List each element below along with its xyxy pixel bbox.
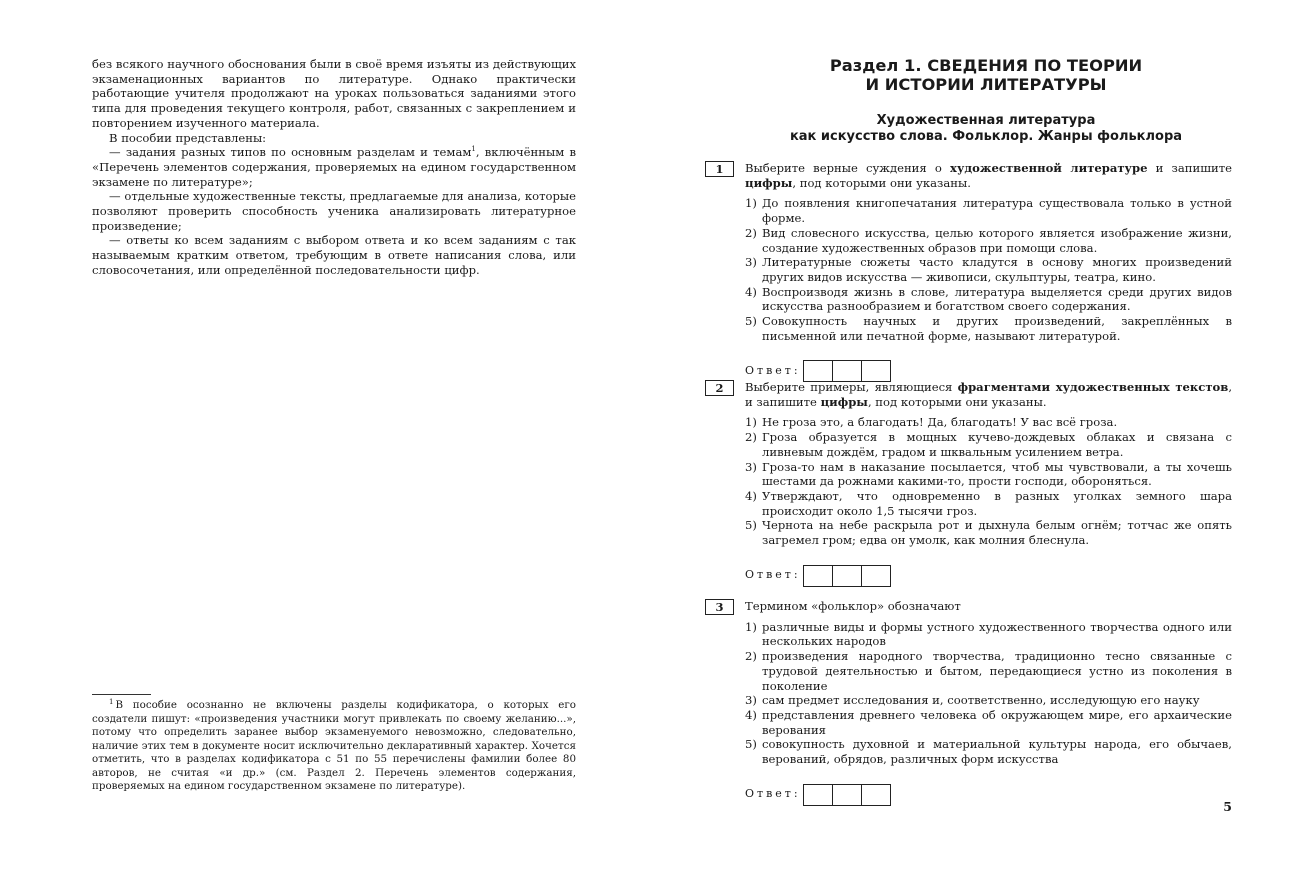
topic-title-line-1: Художественная литература xyxy=(876,113,1096,128)
footnote-paragraph xyxy=(92,699,576,794)
option-text: Вид словесного искусства, целью которого является изображение жизни, создание художественных образов при помощи слова. xyxy=(762,225,1232,255)
footnote xyxy=(92,699,576,794)
option-number: 3) xyxy=(745,693,757,708)
option-item xyxy=(745,460,1232,489)
option-item xyxy=(745,314,1232,343)
option-number: 3) xyxy=(745,459,757,474)
option-number: 1) xyxy=(745,196,757,211)
task-prompt xyxy=(745,161,1232,190)
footnote-mark: 1 xyxy=(109,698,114,706)
task-number: 2 xyxy=(705,380,734,396)
prompt-text: , и запишите xyxy=(745,380,1232,409)
option-item xyxy=(745,693,1232,708)
option-number: 2) xyxy=(745,430,757,445)
section-title-line-1: Раздел 1. СВЕДЕНИЯ ПО ТЕОРИИ xyxy=(829,56,1143,75)
option-item xyxy=(745,649,1232,693)
option-number: 4) xyxy=(745,707,757,722)
tasks-item-text: — задания разных типов по основным разделам и темам xyxy=(109,145,472,160)
options-list xyxy=(745,415,1232,547)
option-number: 5) xyxy=(745,518,757,533)
answer-cells xyxy=(803,784,891,806)
option-text: совокупность духовной и материальной культуры народа, его обычаев, верований, обрядов, различных форм искусства xyxy=(762,737,1232,767)
footnote-reference: 1 xyxy=(471,145,476,154)
page-number: 5 xyxy=(1223,799,1232,814)
option-item xyxy=(745,737,1232,766)
option-text: Гроза образуется в мощных кучево-дождевых облаках и связана с ливневым дождём, градом и шквальным усилением ветра. xyxy=(762,430,1232,459)
paragraph-tasks-item xyxy=(92,145,576,189)
answer-cells xyxy=(803,565,891,587)
prompt-emphasis: фрагментами художественных текстов xyxy=(957,380,1229,394)
task-prompt xyxy=(745,599,1232,614)
answer-cell[interactable] xyxy=(803,784,833,806)
task-3 xyxy=(705,599,1232,806)
option-number: 3) xyxy=(745,255,757,270)
tasks-item-text-cont: , включённым в «Перечень элементов содержания, проверяемых на едином государственном экзамене по литературе»; xyxy=(92,145,576,189)
option-text: До появления книгопечатания литература существовала только в устной форме. xyxy=(762,196,1232,226)
option-text: сам предмет исследования и, соответственно, исследующую его науку xyxy=(762,693,1200,708)
paragraph-texts-item: — отдельные художественные тексты, предлагаемые для анализа, которые позволяют проверить способность ученика анализировать литературное произведение; xyxy=(92,189,576,233)
prompt-text: Термином «фольклор» обозначают xyxy=(745,599,961,613)
answer-cell[interactable] xyxy=(832,565,862,587)
answer-cell[interactable] xyxy=(832,784,862,806)
option-text: Литературные сюжеты часто кладутся в основу многих произведений других видов искусства — живописи, скульптуры, театра, кино. xyxy=(762,255,1232,284)
option-item xyxy=(745,415,1232,430)
footnote-divider xyxy=(92,694,151,695)
option-item xyxy=(745,430,1232,459)
option-text: произведения народного творчества, традиционно тесно связанные с трудовой деятельностью и бытом, передающиеся устно из поколения в поколение xyxy=(762,649,1232,693)
answer-label: Ответ: xyxy=(745,364,801,378)
option-text: Воспроизводя жизнь в слове, литература выделяется среди других видов искусства разнообразием и богатством своего содержания. xyxy=(762,284,1232,314)
option-text: Утверждают, что одновременно в разных уголках земного шара происходит около 1,5 тысячи гроз. xyxy=(762,488,1232,518)
right-page xyxy=(650,0,1300,877)
options-list xyxy=(745,196,1232,343)
option-number: 5) xyxy=(745,314,757,329)
option-item xyxy=(745,196,1232,225)
task-1 xyxy=(705,161,1232,382)
task-number: 1 xyxy=(705,161,734,177)
paragraph-intro: без всякого научного обоснования были в своё время изъяты из действующих экзаменационных вариантов по литературе. Однако практически работающие учителя продолжают на уроках пользоваться заданиями этого типа для проведения текущего контроля, работ, связанных с закреплением и повторением изученного материала. xyxy=(92,57,576,130)
option-text: Совокупность научных и других произведений, закреплённых в письменной или печатной форме, называют литературой. xyxy=(762,314,1232,343)
option-number: 5) xyxy=(745,737,757,752)
topic-title-line-2: как искусство слова. Фольклор. Жанры фольклора xyxy=(789,128,1183,144)
options-list xyxy=(745,620,1232,767)
task-number: 3 xyxy=(705,599,734,615)
option-number: 4) xyxy=(745,488,757,503)
option-item xyxy=(745,285,1232,314)
task-body xyxy=(745,599,1232,806)
prompt-emphasis: цифры xyxy=(820,394,868,409)
option-number: 1) xyxy=(745,415,757,430)
prompt-text: Выберите примеры, являющиеся xyxy=(745,380,958,394)
option-number: 4) xyxy=(745,284,757,299)
option-item xyxy=(745,489,1232,518)
answer-cell[interactable] xyxy=(861,565,891,587)
prompt-text: Выберите верные суждения о xyxy=(745,161,951,175)
option-number: 2) xyxy=(745,649,757,664)
section-title xyxy=(742,56,1230,94)
answer-row xyxy=(745,784,1232,806)
footnote-text: В пособие осознанно не включены разделы кодификатора, о которых его создатели пишут: «произведения участники могут привлекать по своему желанию...», потому что определить заранее выбор экзаменуемого невозможно, следовательно, наличие этих тем в документе носит исключительно декларативный характер. Хочется отметить, что в разделах кодификатора с 51 по 55 перечислены фамилии более 80 авторов, не считая «и др.» (см. Раздел 2. Перечень элементов содержания, проверяемых на едином государственном экзамене по литературе). xyxy=(92,699,576,792)
task-prompt xyxy=(745,380,1232,409)
answer-row xyxy=(745,565,1232,587)
option-text: различные виды и формы устного художественного творчества одного или нескольких народов xyxy=(762,619,1232,649)
section-title-line-2: И ИСТОРИИ ЛИТЕРАТУРЫ xyxy=(865,75,1107,94)
answer-cell[interactable] xyxy=(803,565,833,587)
answer-label: Ответ: xyxy=(745,787,801,801)
task-body xyxy=(745,380,1232,587)
option-item xyxy=(745,708,1232,737)
prompt-text: и запишите xyxy=(1147,161,1233,175)
paragraph-contents-heading: В пособии представлены: xyxy=(109,130,267,145)
prompt-emphasis: художественной литературе xyxy=(950,161,1148,175)
option-text: Не гроза это, а благодать! Да, благодать! У вас всё гроза. xyxy=(762,415,1118,430)
option-item xyxy=(745,620,1232,649)
prompt-emphasis: цифры xyxy=(745,175,793,190)
option-number: 1) xyxy=(745,619,757,634)
prompt-text: , под которыми они указаны. xyxy=(867,394,1047,409)
option-text: Чернота на небе раскрыла рот и дыхнула белым огнём; тотчас же опять загремел гром; едва он умолк, как молния блеснула. xyxy=(762,518,1232,548)
option-item xyxy=(745,518,1232,547)
topic-title xyxy=(742,113,1230,144)
answer-label: Ответ: xyxy=(745,568,801,582)
prompt-text: , под которыми они указаны. xyxy=(792,175,971,190)
option-text: представления древнего человека об окружающем мире, его архаические верования xyxy=(762,707,1232,737)
option-item xyxy=(745,226,1232,255)
paragraph-answers-item: — ответы ко всем заданиям с выбором ответа и ко всем заданиям с так называемым кратким ответом, требующим в ответе написания слова, или словосочетания, или определённой последовательности цифр. xyxy=(92,233,576,277)
answer-cell[interactable] xyxy=(861,784,891,806)
task-2 xyxy=(705,380,1232,587)
option-text: Гроза-то нам в наказание посылается, чтоб мы чувствовали, а ты хочешь шестами да рожнами какими-то, прости господи, обороняться. xyxy=(762,459,1232,489)
option-number: 2) xyxy=(745,225,757,240)
task-body xyxy=(745,161,1232,382)
option-item xyxy=(745,255,1232,284)
preface-text xyxy=(92,57,576,278)
